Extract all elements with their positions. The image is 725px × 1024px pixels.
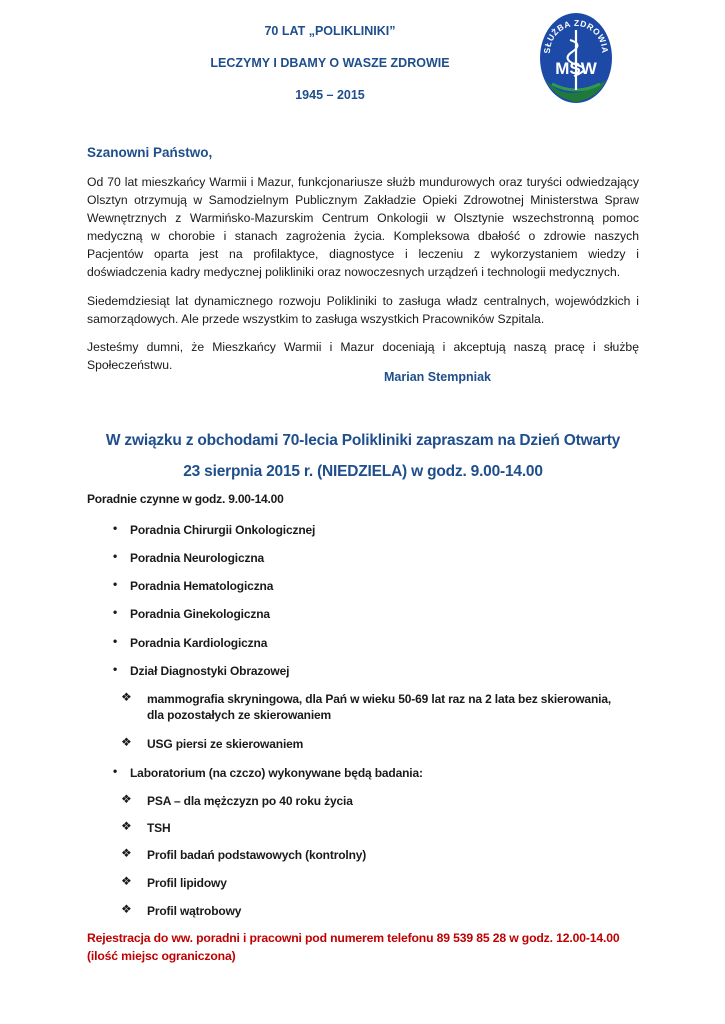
header-motto: LECZYMY I DBAMY O WASZE ZDROWIE bbox=[210, 56, 450, 70]
diamond-bullet-icon: ❖ bbox=[121, 819, 132, 833]
diamond-bullet-icon: ❖ bbox=[121, 690, 132, 704]
sub-list-item: USG piersi ze skierowaniem bbox=[147, 737, 304, 751]
list-item: Poradnia Chirurgii Onkologicznej bbox=[130, 523, 316, 537]
list-item: Poradnia Kardiologiczna bbox=[130, 636, 268, 650]
sub-list-item: Profil badań podstawowych (kontrolny) bbox=[147, 848, 367, 862]
diamond-bullet-icon: ❖ bbox=[121, 902, 132, 916]
header-years: 1945 – 2015 bbox=[295, 88, 365, 102]
sub-list-item: Profil wątrobowy bbox=[147, 904, 242, 918]
signature: Marian Stempniak bbox=[384, 370, 491, 384]
paragraph-development: Siedemdziesiąt lat dynamicznego rozwoju Polikliniki to zasługa władz centralnych, wojewódzkich i samorządowych. Ale przede wszystkim to zasługa wszystkich Pracowników Szpitala. bbox=[87, 294, 639, 326]
list-item: Laboratorium (na czczo) wykonywane będą badania: bbox=[130, 766, 423, 780]
bullet-icon: • bbox=[113, 521, 118, 535]
registration-notice: Rejestracja do ww. poradni i pracowni pod numerem telefonu 89 539 85 28 w godz. 12.00-14.00 (ilość miejsc ograniczona) bbox=[87, 931, 620, 963]
header-title: 70 LAT „POLIKLINIKI” bbox=[264, 24, 396, 38]
logo-letters: MSW bbox=[555, 59, 597, 78]
bullet-icon: • bbox=[113, 605, 118, 619]
list-item: Dział Diagnostyki Obrazowej bbox=[130, 664, 290, 678]
msw-health-service-logo bbox=[538, 10, 614, 104]
sub-list-item: PSA – dla mężczyzn po 40 roku życia bbox=[147, 794, 353, 808]
list-item: Poradnia Ginekologiczna bbox=[130, 607, 270, 621]
bullet-icon: • bbox=[113, 764, 118, 778]
logo-ring-text: SŁUŻBA ZDROWIA bbox=[541, 17, 611, 54]
diamond-bullet-icon: ❖ bbox=[121, 792, 132, 806]
paragraph-history: Od 70 lat mieszkańcy Warmii i Mazur, funkcjonariusze służb mundurowych oraz turyści odwiedzający Olsztyn otrzymują w Samodzielnym Publicznym Zakładzie Opieki Zdrowotnej Ministerstwa Spraw Wewnętrznych z Warmińsko-Mazurskim Centrum Onkologii w Olsztynie wszechstronną pomoc medyczną w chorobie i stanach zagrożenia życia. Kompleksowa dbałość o zdrowie naszych Pacjentów oparta jest na profilaktyce, diagnostyce i leczeniu z wykorzystaniem wiedzy i doświadczenia kadry medycznej polikliniki oraz nowoczesnych urządzeń i technologii medycznych. bbox=[87, 175, 639, 279]
sub-list-item: Profil lipidowy bbox=[147, 876, 227, 890]
diamond-bullet-icon: ❖ bbox=[121, 846, 132, 860]
diamond-bullet-icon: ❖ bbox=[121, 735, 132, 749]
diamond-bullet-icon: ❖ bbox=[121, 874, 132, 888]
bullet-icon: • bbox=[113, 549, 118, 563]
bullet-icon: • bbox=[113, 662, 118, 676]
clinic-hours-label: Poradnie czynne w godz. 9.00-14.00 bbox=[87, 492, 284, 506]
bullet-icon: • bbox=[113, 577, 118, 591]
sub-list-item: mammografia skryningowa, dla Pań w wieku 50-69 lat raz na 2 lata bez skierowania, dla pozostałych ze skierowaniem bbox=[147, 692, 612, 722]
list-item: Poradnia Hematologiczna bbox=[130, 579, 274, 593]
invitation-heading: W związku z obchodami 70-lecia Polikliniki zapraszam na Dzień Otwarty bbox=[105, 432, 621, 449]
invitation-date: 23 sierpnia 2015 r. (NIEDZIELA) w godz. 9.00-14.00 bbox=[183, 463, 543, 480]
greeting: Szanowni Państwo, bbox=[87, 145, 213, 160]
list-item: Poradnia Neurologiczna bbox=[130, 551, 265, 565]
bullet-icon: • bbox=[113, 634, 118, 648]
sub-list-item: TSH bbox=[147, 821, 171, 835]
paragraph-pride: Jesteśmy dumni, że Mieszkańcy Warmii i Mazur doceniają i akceptują naszą pracę i służbę Społeczeństwu. bbox=[87, 340, 639, 372]
